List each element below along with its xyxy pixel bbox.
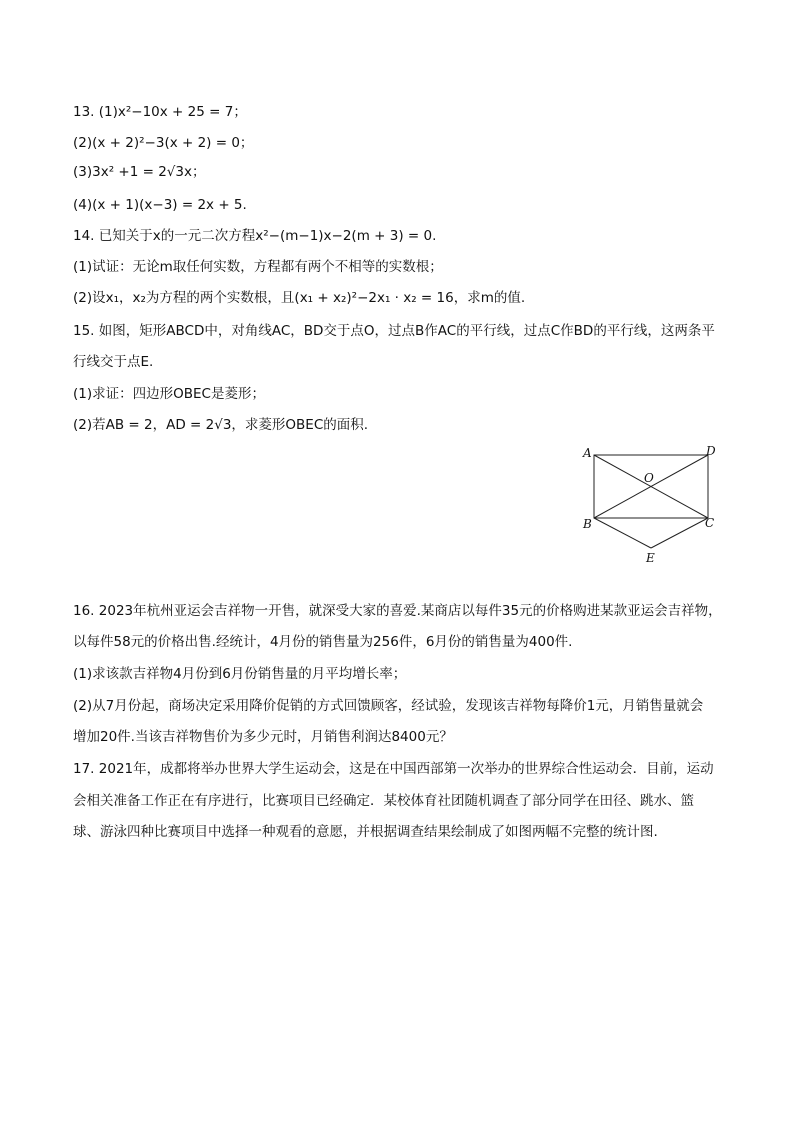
- problem-16-stem-line-1: 16. 2023年杭州亚运会吉祥物一开售，就深受大家的喜爱.某商店以每件35元的价格购进某款亚运会吉祥物，: [73, 603, 722, 619]
- problem-16-part-1: (1)求该款吉祥物4月份到6月份销售量的月平均增长率；: [73, 666, 407, 682]
- label-b: B: [583, 517, 592, 531]
- segment-ce: [651, 518, 708, 548]
- label-o: O: [644, 471, 654, 485]
- problem-15-part-2: (2)若AB = 2，AD = 2√3，求菱形OBEC的面积.: [73, 417, 369, 433]
- problem-16-stem-line-2: 以每件58元的价格出售.经统计，4月份的销售量为256件，6月份的销售量为400件.: [73, 634, 573, 650]
- problem-13-part-1: 13. (1)x²−10x + 25 = 7；: [73, 104, 247, 120]
- problem-17-line-2: 会相关准备工作正在有序进行，比赛项目已经确定．某校体育社团随机调查了部分同学在田径、跳水、篮: [73, 793, 694, 809]
- problem-15-part-1: (1)求证：四边形OBEC是菱形；: [73, 386, 265, 402]
- problem-15-stem-line-2: 行线交于点E.: [73, 354, 154, 370]
- label-c: C: [705, 516, 715, 530]
- rectangle-rhombus-figure: [578, 440, 728, 570]
- geometry-diagram: [578, 440, 728, 570]
- problem-13-part-2: (2)(x + 2)²−3(x + 2) = 0；: [73, 135, 254, 151]
- label-e: E: [646, 551, 655, 565]
- problem-14-part-2: (2)设x₁，x₂为方程的两个实数根，且(x₁ + x₂)²−2x₁ · x₂ = 16，求m的值.: [73, 290, 526, 306]
- problem-13-part-4: (4)(x + 1)(x−3) = 2x + 5.: [73, 197, 247, 213]
- problem-15-stem-line-1: 15. 如图，矩形ABCD中，对角线AC，BD交于点O，过点B作AC的平行线，过点C作BD的平行线，这两条平: [73, 323, 715, 339]
- problem-17-line-1: 17. 2021年，成都将举办世界大学生运动会，这是在中国西部第一次举办的世界综合性运动会．目前，运动: [73, 761, 714, 777]
- problem-16-part-2-line-1: (2)从7月份起，商场决定采用降价促销的方式回馈顾客，经试验，发现该吉祥物每降价1元，月销售量就会: [73, 698, 704, 714]
- label-a: A: [583, 446, 592, 460]
- problem-17-line-3: 球、游泳四种比赛项目中选择一种观看的意愿，并根据调查结果绘制成了如图两幅不完整的统计图.: [73, 824, 658, 840]
- problem-13-part-3: (3)3x² +1 = 2√3x；: [73, 164, 206, 180]
- label-d: D: [706, 444, 716, 458]
- problem-14-part-1: (1)试证：无论m取任何实数，方程都有两个不相等的实数根；: [73, 259, 443, 275]
- problem-16-part-2-line-2: 增加20件.当该吉祥物售价为多少元时，月销售利润达8400元？: [73, 729, 453, 745]
- segment-be: [594, 518, 651, 548]
- problem-14-stem: 14. 已知关于x的一元二次方程x²−(m−1)x−2(m + 3) = 0.: [73, 228, 437, 244]
